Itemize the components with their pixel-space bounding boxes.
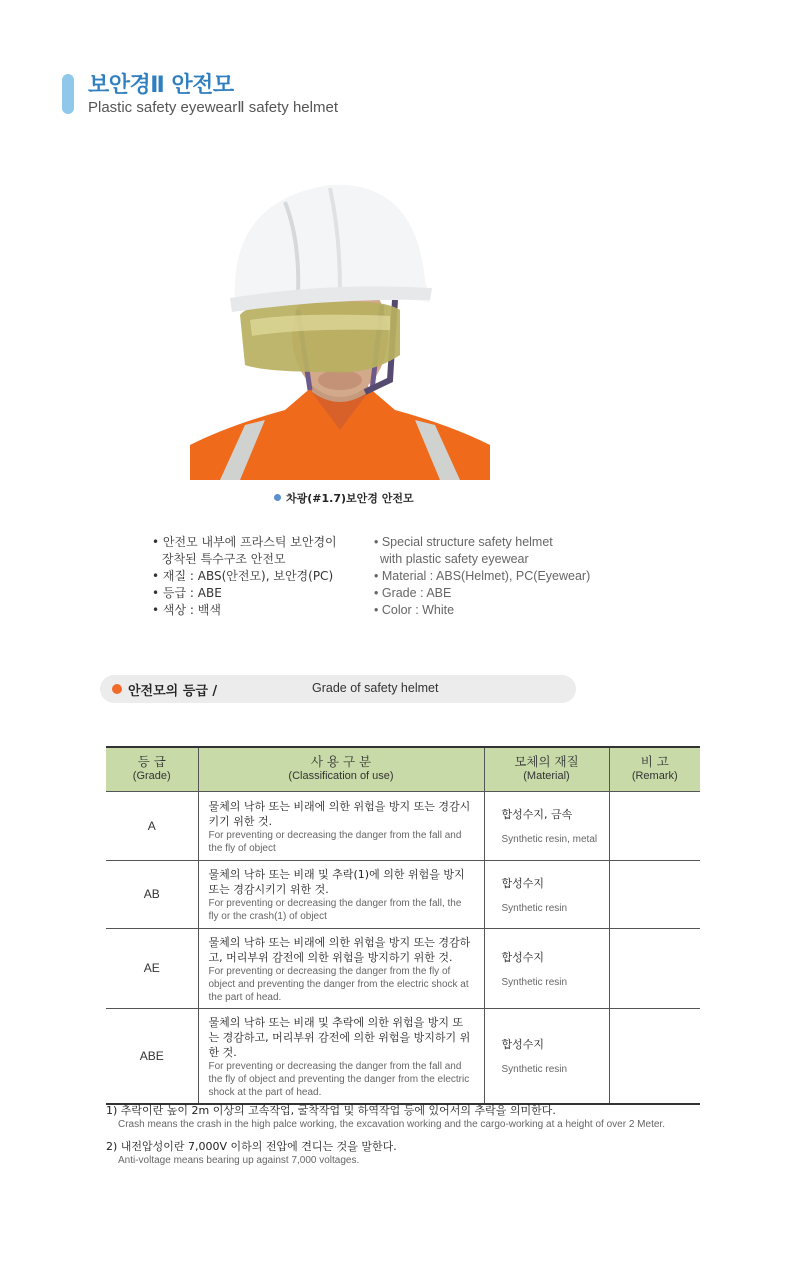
- spec-line: 장착된 특수구조 안전모: [162, 552, 286, 566]
- grade-cell: ABE: [106, 1008, 198, 1104]
- helmet-illustration: [190, 140, 490, 480]
- page-subtitle: Plastic safety eyewearⅡ safety helmet: [88, 99, 338, 116]
- spec-line: • 등급 : ABE: [152, 586, 222, 600]
- material-cell: 합성수지, 금속 Synthetic resin, metal: [484, 791, 609, 860]
- header-remark: 비 고 (Remark): [609, 747, 700, 791]
- grade-cell: A: [106, 791, 198, 860]
- header-classification: 사 용 구 분 (Classification of use): [198, 747, 484, 791]
- table-header-row: [106, 747, 700, 791]
- spec-line: • 색상 : 백색: [152, 603, 221, 617]
- footnote-en: Anti-voltage means bearing up against 7,000 voltages.: [118, 1155, 360, 1166]
- product-photo: [190, 140, 490, 480]
- grade-table: [106, 746, 700, 1105]
- footnote-en: Crash means the crash in the high palce working, the excavation working and the cargo-working at a height of over 2 Meter.: [118, 1119, 665, 1130]
- table-row: [106, 860, 700, 928]
- use-cell: 물체의 낙하 또는 비래에 의한 위험을 방지 또는 경감하고, 머리부위 감전에 의한 위험을 방지하기 위한 것. For preventing or decreasing the danger from the fly of object and preventing the danger from the electric shock at the part of head.: [198, 928, 484, 1008]
- section-title-ko: 안전모의 등급 /: [128, 684, 218, 699]
- bullet-icon: [274, 494, 281, 501]
- remark-cell: [609, 860, 700, 928]
- spec-line: • Special structure safety helmet: [374, 535, 553, 549]
- page-title: 보안경Ⅱ 안전모: [88, 73, 234, 98]
- footnotes: [106, 1103, 665, 1175]
- use-cell: 물체의 낙하 또는 비래 및 추락(1)에 의한 위험을 방지 또는 경감시키기 위한 것. For preventing or decreasing the danger from the fall, the fly or the crash(1) of object: [198, 860, 484, 928]
- specs-korean: [152, 534, 337, 619]
- section-title-en: Grade of safety helmet: [312, 681, 439, 695]
- spec-line: • Grade : ABE: [374, 586, 452, 600]
- remark-cell: [609, 791, 700, 860]
- specs-english: [374, 534, 590, 619]
- spec-line: • Material : ABS(Helmet), PC(Eyewear): [374, 569, 591, 583]
- table-row: [106, 1008, 700, 1104]
- spec-line: • Color : White: [374, 603, 455, 617]
- footnote-ko: 1) 추락이란 높이 2m 이상의 고속작업, 굴착작업 및 하역작업 등에 있어서의 추락을 의미한다.: [106, 1104, 556, 1117]
- header-material: 모체의 재질 (Material): [484, 747, 609, 791]
- table-row: [106, 928, 700, 1008]
- material-cell: 합성수지 Synthetic resin: [484, 928, 609, 1008]
- photo-caption: 차광(#1.7)보안경 안전모: [274, 490, 414, 506]
- use-cell: 물체의 낙하 또는 비래 및 추락에 의한 위험을 방지 또는 경감하고, 머리부위 감전에 의한 위험을 방지하기 위한 것. For preventing or decreasing the danger from the fall and the fly of object and preventing the danger from the electric shock at the part of head.: [198, 1008, 484, 1104]
- spec-line: with plastic safety eyewear: [380, 552, 529, 566]
- grade-cell: AE: [106, 928, 198, 1008]
- footnote-ko: 2) 내전압성이란 7,000V 이하의 전압에 견디는 것을 말한다.: [106, 1140, 397, 1153]
- table-row: [106, 791, 700, 860]
- spec-line: • 안전모 내부에 프라스틱 보안경이: [152, 535, 337, 549]
- use-cell: 물체의 낙하 또는 비래에 의한 위험을 방지 또는 경감시키기 위한 것. For preventing or decreasing the danger from the fall and the fly of object: [198, 791, 484, 860]
- title-accent-bar: [62, 74, 74, 114]
- material-cell: 합성수지 Synthetic resin: [484, 1008, 609, 1104]
- section-bullet-icon: [112, 684, 122, 694]
- header-grade: 등 급 (Grade): [106, 747, 198, 791]
- remark-cell: [609, 1008, 700, 1104]
- remark-cell: [609, 928, 700, 1008]
- spec-line: • 재질 : ABS(안전모), 보안경(PC): [152, 569, 334, 583]
- grade-cell: AB: [106, 860, 198, 928]
- material-cell: 합성수지 Synthetic resin: [484, 860, 609, 928]
- section-header: [100, 675, 576, 703]
